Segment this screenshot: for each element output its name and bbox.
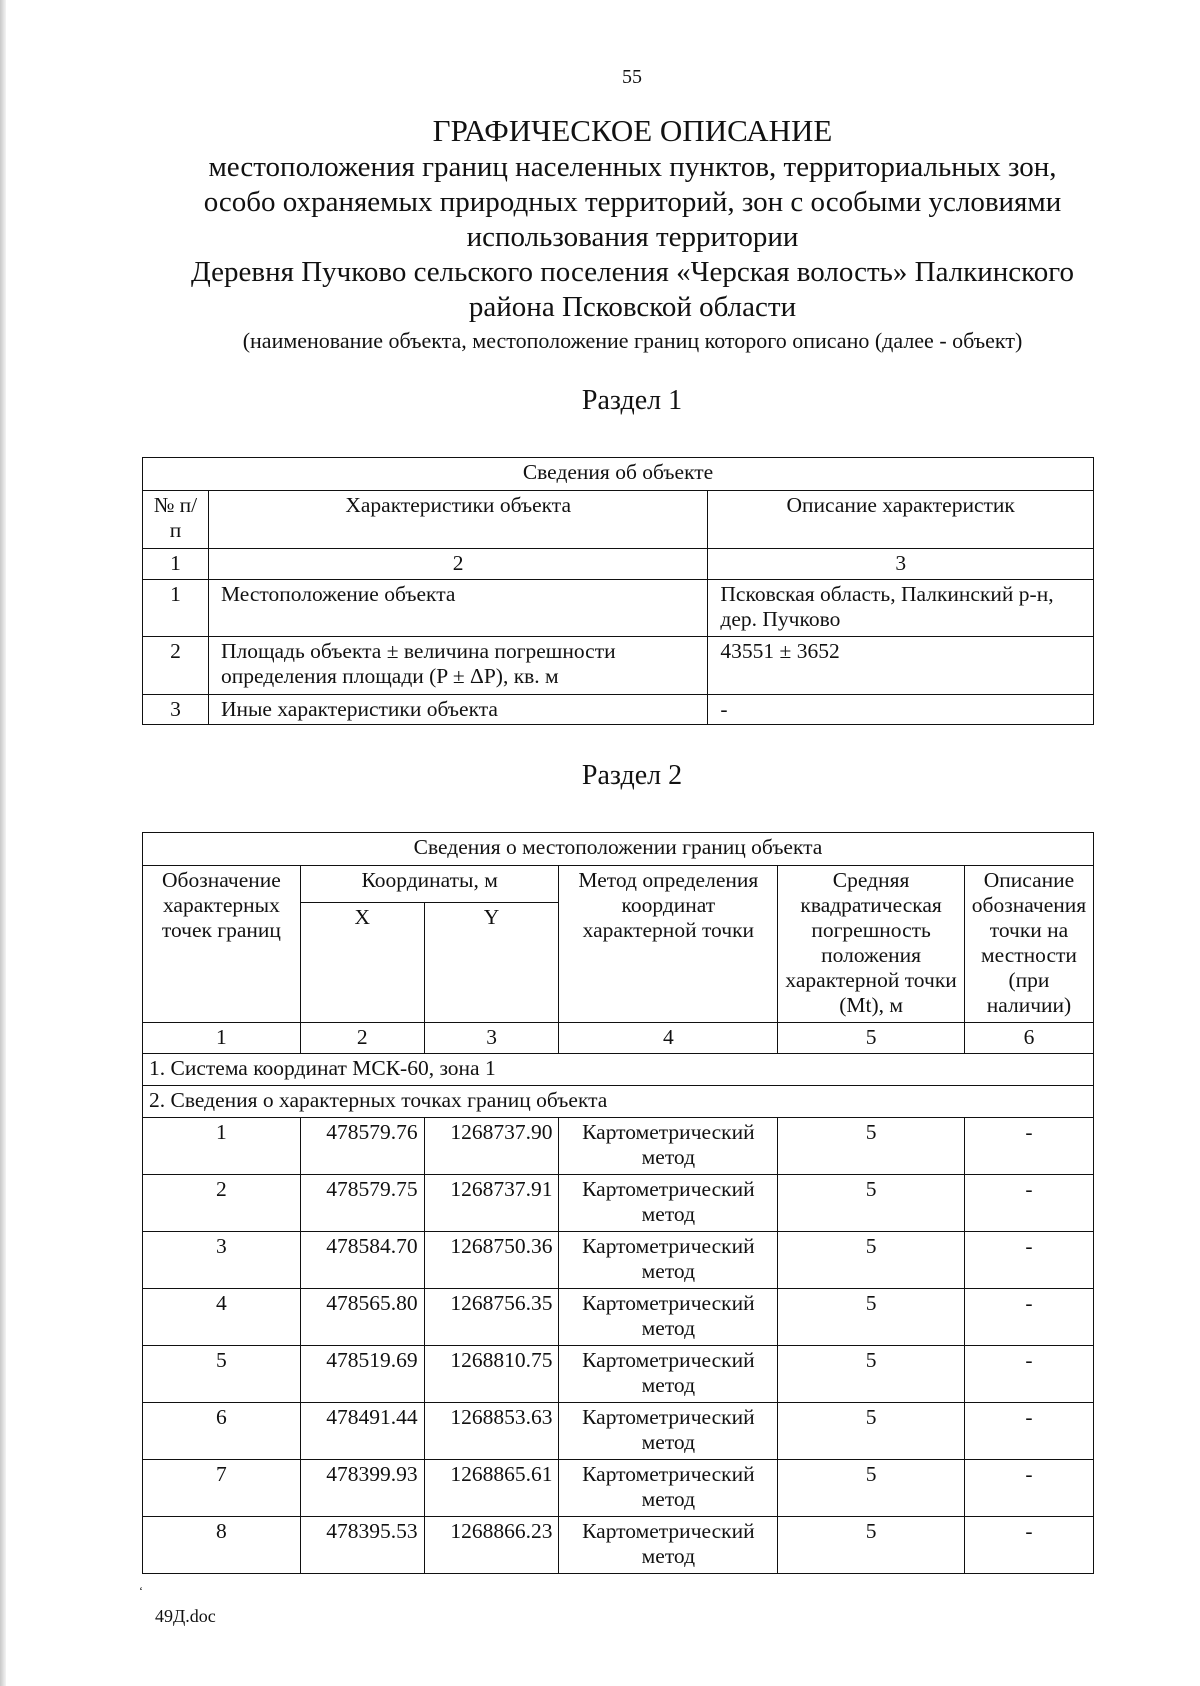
row-number: 2 (143, 637, 209, 695)
point-error: 5 (778, 1346, 965, 1403)
heading-line: местоположения границ населенных пунктов, территориальных зон, (208, 151, 1057, 183)
column-header-description: Описание характеристик (708, 491, 1094, 549)
point-x: 478579.76 (300, 1118, 424, 1175)
column-header-characteristic: Характеристики объекта (208, 491, 707, 549)
object-info-table (142, 457, 1094, 725)
point-number: 1 (143, 1118, 301, 1175)
point-error: 5 (778, 1289, 965, 1346)
column-number: 5 (778, 1023, 965, 1054)
table-row (143, 1460, 1094, 1517)
point-description: - (964, 1403, 1093, 1460)
row-description: - (708, 695, 1094, 725)
point-method: Картометрический метод (559, 1346, 778, 1403)
point-x: 478584.70 (300, 1232, 424, 1289)
scan-edge-shadow (0, 0, 6, 1686)
point-error: 5 (778, 1460, 965, 1517)
point-method: Картометрический метод (559, 1517, 778, 1574)
point-number: 7 (143, 1460, 301, 1517)
point-error: 5 (778, 1232, 965, 1289)
column-header-error: Средняя квадратическая погрешность положения характерной точки (Mt), м (778, 866, 965, 1023)
point-method: Картометрический метод (559, 1460, 778, 1517)
column-header-point-description: Описание обозначения точки на местности (при наличии) (964, 866, 1093, 1023)
row-characteristic: Местоположение объекта (208, 580, 707, 637)
point-y: 1268866.23 (424, 1517, 559, 1574)
column-number: 2 (300, 1023, 424, 1054)
row-number: 3 (143, 695, 209, 725)
point-y: 1268750.36 (424, 1232, 559, 1289)
heading-line: особо охраняемых природных территорий, зон с особыми условиями (203, 186, 1062, 218)
coordinate-system-row: 1. Система координат МСК-60, зона 1 (143, 1054, 1094, 1086)
point-number: 2 (143, 1175, 301, 1232)
point-description: - (964, 1118, 1093, 1175)
table-title: Сведения о местоположении границ объекта (143, 833, 1094, 866)
column-header-method: Метод определения координат характерной точки (559, 866, 778, 1023)
point-error: 5 (778, 1403, 965, 1460)
column-number: 3 (708, 549, 1094, 580)
table-row (143, 1403, 1094, 1460)
point-description: - (964, 1460, 1093, 1517)
point-description: - (964, 1289, 1093, 1346)
page-number: 55 (622, 66, 642, 88)
row-characteristic: Иные характеристики объекта (208, 695, 707, 725)
section2-title: Раздел 2 (581, 760, 683, 791)
row-number: 1 (143, 580, 209, 637)
row-characteristic: Площадь объекта ± величина погрешности определения площади (P ± ΔP), кв. м (208, 637, 707, 695)
point-x: 478399.93 (300, 1460, 424, 1517)
column-number: 6 (964, 1023, 1093, 1054)
heading-line: Деревня Пучково сельского поселения «Черская волость» Палкинского (191, 256, 1074, 288)
column-number: 2 (208, 549, 707, 580)
point-method: Картометрический метод (559, 1232, 778, 1289)
point-description: - (964, 1175, 1093, 1232)
stray-mark: ‘ (139, 1584, 143, 1598)
document-heading (140, 112, 1125, 356)
table-row (143, 580, 1094, 637)
column-number: 1 (143, 549, 209, 580)
point-method: Картометрический метод (559, 1118, 778, 1175)
table-row (143, 1232, 1094, 1289)
point-error: 5 (778, 1175, 965, 1232)
boundary-points-table (142, 832, 1094, 1574)
heading-line: района Псковской области (468, 291, 797, 323)
point-number: 3 (143, 1232, 301, 1289)
column-header-y: Y (424, 903, 559, 1023)
table-row (143, 1289, 1094, 1346)
column-number: 4 (559, 1023, 778, 1054)
point-y: 1268737.91 (424, 1175, 559, 1232)
table-row (143, 1118, 1094, 1175)
column-header-x: X (300, 903, 424, 1023)
point-number: 8 (143, 1517, 301, 1574)
point-y: 1268810.75 (424, 1346, 559, 1403)
point-error: 5 (778, 1118, 965, 1175)
table-row (143, 1517, 1094, 1574)
column-header-coordinates: Координаты, м (300, 866, 559, 903)
row-description: Псковская область, Палкинский р-н, дер. Пучково (708, 580, 1094, 637)
point-y: 1268853.63 (424, 1403, 559, 1460)
points-heading-row: 2. Сведения о характерных точках границ объекта (143, 1086, 1094, 1118)
point-y: 1268737.90 (424, 1118, 559, 1175)
point-error: 5 (778, 1517, 965, 1574)
table-row (143, 1346, 1094, 1403)
section1-title: Раздел 1 (581, 385, 683, 416)
footer-file-name: 49Д.doc (155, 1606, 216, 1626)
point-x: 478395.53 (300, 1517, 424, 1574)
point-x: 478519.69 (300, 1346, 424, 1403)
point-number: 6 (143, 1403, 301, 1460)
column-header-number: № п/п (143, 491, 209, 549)
heading-line: использования территории (466, 221, 799, 253)
column-number: 3 (424, 1023, 559, 1054)
point-description: - (964, 1346, 1093, 1403)
point-y: 1268756.35 (424, 1289, 559, 1346)
point-x: 478565.80 (300, 1289, 424, 1346)
point-method: Картометрический метод (559, 1175, 778, 1232)
point-number: 5 (143, 1346, 301, 1403)
point-y: 1268865.61 (424, 1460, 559, 1517)
column-header-point: Обозначение характерных точек границ (143, 866, 301, 1023)
column-number: 1 (143, 1023, 301, 1054)
point-description: - (964, 1517, 1093, 1574)
point-number: 4 (143, 1289, 301, 1346)
point-x: 478491.44 (300, 1403, 424, 1460)
point-description: - (964, 1232, 1093, 1289)
point-x: 478579.75 (300, 1175, 424, 1232)
table-title: Сведения об объекте (143, 458, 1094, 491)
point-method: Картометрический метод (559, 1403, 778, 1460)
point-method: Картометрический метод (559, 1289, 778, 1346)
heading-caption: (наименование объекта, местоположение границ которого описано (далее - объект) (242, 328, 1023, 353)
table-row (143, 637, 1094, 695)
row-description: 43551 ± 3652 (708, 637, 1094, 695)
table-row (143, 1175, 1094, 1232)
document-title: ГРАФИЧЕСКОЕ ОПИСАНИЕ (432, 113, 833, 148)
table-row (143, 695, 1094, 725)
